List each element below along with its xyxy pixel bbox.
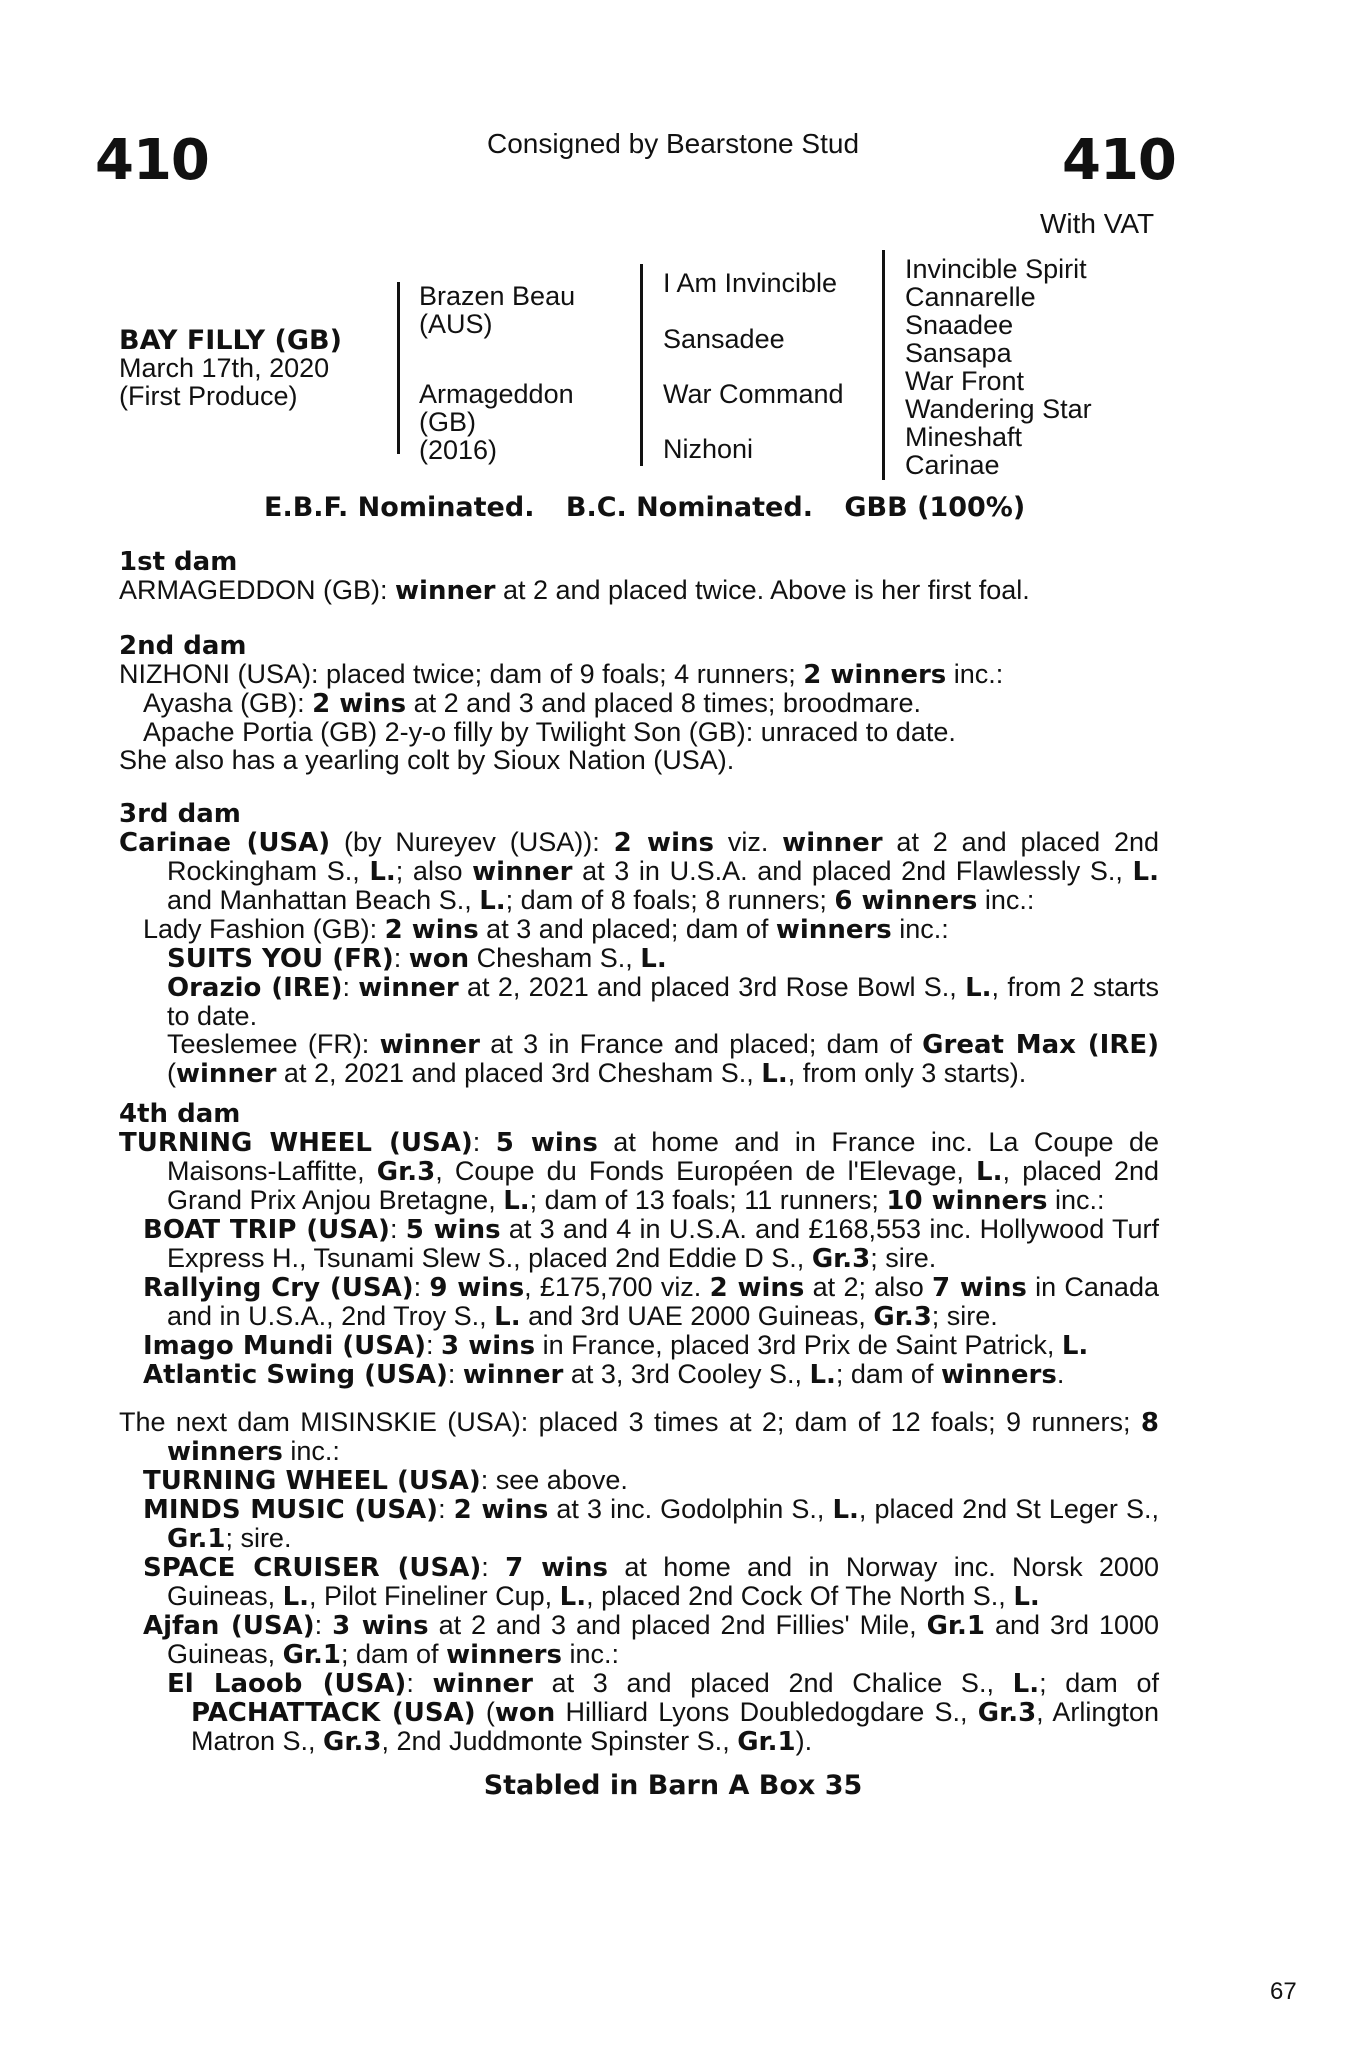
gen3-5: War Front <box>905 366 1025 396</box>
progeny-line: Ayasha (GB): 2 wins at 2 and 3 and placed 8 times; broodmare. <box>143 688 921 719</box>
pedigree-gen3 <box>905 255 1092 479</box>
section-heading: 3rd dam <box>119 799 241 829</box>
dam-paragraph: ARMAGEDDON (GB): winner at 2 and placed twice. Above is her first foal. <box>119 575 1030 606</box>
sire-name: Brazen Beau <box>419 281 576 311</box>
gen3-8: Carinae <box>905 450 1000 480</box>
pedigree-gen2-3: War Command <box>663 379 844 409</box>
horse-dob: March 17th, 2020 <box>119 353 330 383</box>
dam-name: Armageddon <box>419 379 574 409</box>
bc-nomination: B.C. Nominated. <box>565 492 813 523</box>
gen3-3: Snaadee <box>905 310 1014 340</box>
progeny-line: SUITS YOU (FR): won Chesham S., L. <box>167 943 667 974</box>
dam-paragraph: NIZHONI (USA): placed twice; dam of 9 foals; 4 runners; 2 winners inc.: <box>119 659 1004 690</box>
progeny-line: Atlantic Swing (USA): winner at 3, 3rd Cooley S., L.; dam of winners. <box>143 1359 1065 1390</box>
note-line: She also has a yearling colt by Sioux Nation (USA). <box>119 745 735 775</box>
progeny-line: MINDS MUSIC (USA): 2 wins at 3 inc. Godolphin S., L., placed 2nd St Leger S., Gr.1; sire. <box>143 1494 1159 1554</box>
section-heading: 2nd dam <box>119 631 247 661</box>
pedigree-line-2 <box>640 264 643 466</box>
pedigree-line-3 <box>882 250 885 480</box>
section-4th-dam <box>119 1100 1159 1389</box>
lot-number-left: 410 <box>95 128 209 193</box>
progeny-line: Imago Mundi (USA): 3 wins in France, placed 3rd Prix de Saint Patrick, L. <box>143 1330 1089 1361</box>
gen3-2: Cannarelle <box>905 282 1036 312</box>
dam-paragraph: The next dam MISINSKIE (USA): placed 3 times at 2; dam of 12 foals; 9 runners; 8 winners inc.: <box>119 1407 1159 1467</box>
dam-paragraph: Carinae (USA) (by Nureyev (USA)): 2 wins viz. winner at 2 and placed 2nd Rockingham S., L.; also winner at 3 in U.S.A. and placed 2nd Flawlessly S., L. and Manhattan Beach S., L.; dam of 8 foals; 8 runners; 6 winners inc.: <box>119 827 1159 916</box>
progeny-line: BOAT TRIP (USA): 5 wins at 3 and 4 in U.S.A. and £168,553 inc. Hollywood Turf Express H., Tsunami Slew S., placed 2nd Eddie D S., Gr.3; sire. <box>143 1214 1159 1274</box>
sire-country: (AUS) <box>419 309 493 339</box>
progeny-line: El Laoob (USA): winner at 3 and placed 2nd Chalice S., L.; dam of PACHATTACK (USA) (won Hilliard Lyons Doubledogdare S., Gr.3, Arlington Matron S., Gr.3, 2nd Juddmonte Spinster S., Gr.1). <box>167 1668 1159 1757</box>
section-next-dam <box>119 1408 1159 1756</box>
consignor: Consigned by Bearstone Stud <box>486 128 860 159</box>
progeny-line: Orazio (IRE): winner at 2, 2021 and placed 3rd Rose Bowl S., L., from 2 starts to date. <box>167 972 1159 1031</box>
progeny-line: SPACE CRUISER (USA): 7 wins at home and in Norway inc. Norsk 2000 Guineas, L., Pilot Fineliner Cup, L., placed 2nd Cock Of The North S., L. <box>143 1552 1159 1612</box>
progeny-line: Teeslemee (FR): winner at 3 in France and placed; dam of Great Max (IRE) (winner at 2, 2021 and placed 3rd Chesham S., L., from only 3 starts). <box>167 1029 1159 1089</box>
progeny-line: Lady Fashion (GB): 2 wins at 3 and placed; dam of winners inc.: <box>143 914 949 945</box>
dam-paragraph: TURNING WHEEL (USA): 5 wins at home and in France inc. La Coupe de Maisons-Laffitte, Gr.3, Coupe du Fonds Européen de l'Elevage, L., placed 2nd Grand Prix Anjou Bretagne, L.; dam of 13 foals; 11 runners; 10 winners inc.: <box>119 1127 1160 1216</box>
section-1st-dam <box>119 548 1159 605</box>
section-2nd-dam <box>119 632 1159 774</box>
progeny-line: Ajfan (USA): 3 wins at 2 and 3 and placed 2nd Fillies' Mile, Gr.1 and 3rd 1000 Guineas, Gr.1; dam of winners inc.: <box>143 1610 1160 1670</box>
pedigree-line-1 <box>397 282 400 454</box>
gen3-7: Mineshaft <box>905 422 1023 452</box>
horse-title: BAY FILLY (GB) <box>119 325 342 356</box>
dam-year: (2016) <box>419 435 498 465</box>
nominations <box>264 492 1025 523</box>
horse-produce: (First Produce) <box>119 381 298 411</box>
stabled-location: Stabled in Barn A Box 35 <box>483 1770 863 1801</box>
pedigree-sire <box>419 282 575 338</box>
gen3-4: Sansapa <box>905 338 1012 368</box>
gbb-percentage: GBB (100%) <box>844 492 1026 523</box>
pedigree-gen2-2: Sansadee <box>663 324 785 354</box>
progeny-line: Rallying Cry (USA): 9 wins, £175,700 viz. 2 wins at 2; also 7 wins in Canada and in U.S.A., 2nd Troy S., L. and 3rd UAE 2000 Guineas, Gr.3; sire. <box>143 1272 1159 1332</box>
ebf-nomination: E.B.F. Nominated. <box>264 492 535 523</box>
progeny-line: TURNING WHEEL (USA): see above. <box>143 1465 628 1496</box>
gen3-6: Wandering Star <box>905 394 1092 424</box>
pedigree-gen2-4: Nizhoni <box>663 434 754 464</box>
progeny-line: Apache Portia (GB) 2-y-o filly by Twilight Son (GB): unraced to date. <box>143 717 956 747</box>
vat-note: With VAT <box>1040 208 1155 239</box>
lot-number-right: 410 <box>1062 128 1176 193</box>
section-3rd-dam <box>119 800 1159 1088</box>
pedigree-gen2-1: I Am Invincible <box>663 268 838 298</box>
section-heading: 1st dam <box>119 547 238 577</box>
dam-country: (GB) <box>419 407 476 437</box>
section-heading: 4th dam <box>119 1099 241 1129</box>
page-number: 67 <box>1270 1978 1297 2005</box>
pedigree-dam <box>419 380 574 464</box>
gen3-1: Invincible Spirit <box>905 254 1087 284</box>
